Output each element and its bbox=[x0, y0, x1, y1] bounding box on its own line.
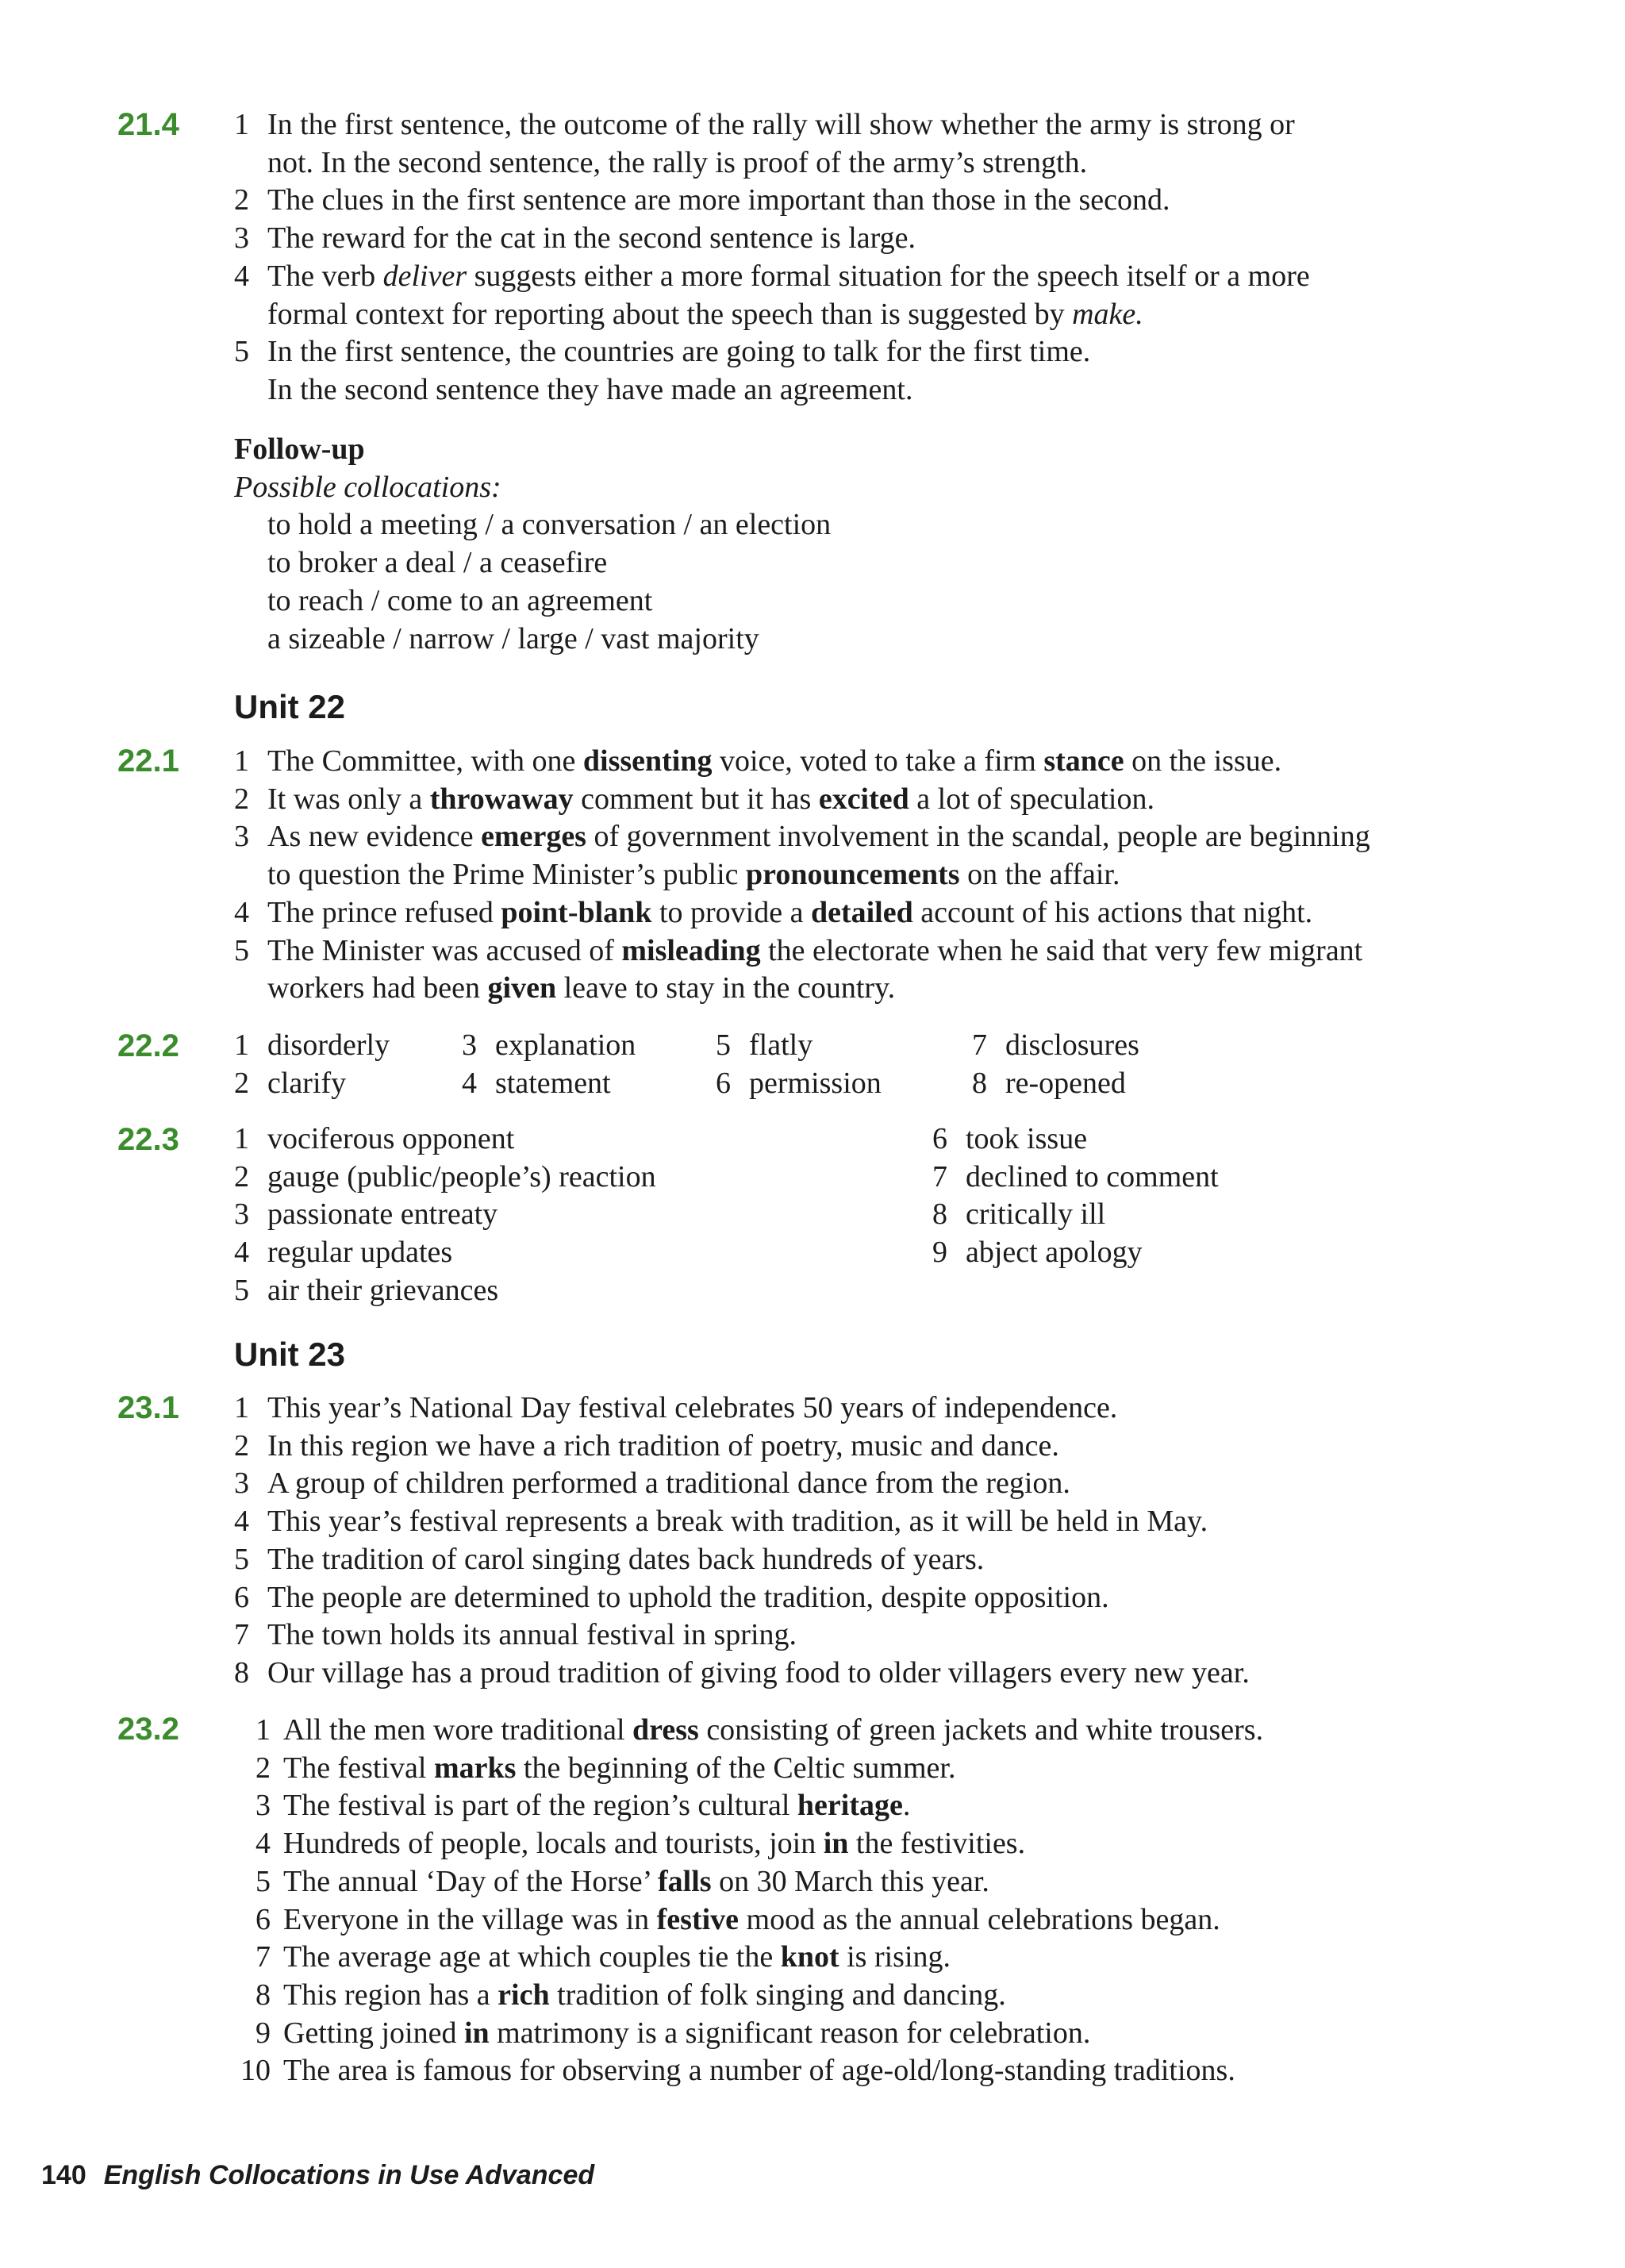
item-number: 3 bbox=[255, 1789, 271, 1823]
item-text: The average age at which couples tie the knot is rising. bbox=[283, 1940, 951, 1974]
answer-line bbox=[234, 932, 1569, 971]
item-text: declined to comment bbox=[966, 1159, 1219, 1194]
answer-item bbox=[234, 1027, 462, 1065]
exercise-number-23-2: 23.2 bbox=[117, 1712, 179, 1747]
item-text: The Minister was accused of misleading the electorate when he said that very few migrant bbox=[267, 933, 1363, 967]
item-number: 2 bbox=[234, 1066, 249, 1100]
answer-line bbox=[234, 220, 1569, 258]
item-number: 1 bbox=[234, 744, 249, 778]
item-text: clarify bbox=[267, 1066, 347, 1100]
item-text: The clues in the first sentence are more important than those in the second. bbox=[267, 183, 1170, 217]
item-text: The festival is part of the region’s cultural heritage. bbox=[283, 1789, 911, 1823]
item-number: 2 bbox=[234, 782, 249, 816]
answer-item bbox=[234, 1977, 1569, 2015]
exercise-number-21-4: 21.4 bbox=[117, 107, 179, 142]
item-number: 1 bbox=[234, 1391, 249, 1424]
exercise-22-3-right-column bbox=[932, 1121, 1408, 1310]
item-text: In the first sentence, the countries are going to talk for the first time. bbox=[267, 335, 1091, 369]
item-number: 3 bbox=[462, 1028, 477, 1062]
answer-item bbox=[234, 1065, 462, 1103]
answer-item bbox=[234, 1196, 932, 1234]
unit-22-heading: Unit 22 bbox=[234, 688, 346, 725]
item-text: The prince refused point-blank to provide a detailed account of his actions that night. bbox=[267, 895, 1313, 929]
answer-item bbox=[234, 932, 1569, 1008]
answer-item bbox=[932, 1121, 1408, 1159]
answer-item bbox=[234, 1234, 932, 1272]
item-text: In this region we have a rich tradition of poetry, music and dance. bbox=[267, 1428, 1059, 1463]
item-number: 6 bbox=[234, 1580, 249, 1614]
answer-item bbox=[234, 182, 1569, 220]
exercise-23-1-answers bbox=[234, 1390, 1569, 1693]
answer-item bbox=[234, 1901, 1569, 1939]
answer-item bbox=[234, 2052, 1569, 2090]
item-number: 4 bbox=[234, 895, 249, 929]
answer-item bbox=[932, 1234, 1408, 1272]
item-text: abject apology bbox=[966, 1236, 1143, 1270]
answer-item bbox=[234, 106, 1569, 182]
answer-item bbox=[716, 1027, 972, 1065]
item-text: The tradition of carol singing dates back hundreds of years. bbox=[267, 1542, 985, 1576]
answer-item bbox=[234, 781, 1569, 819]
answer-item bbox=[234, 258, 1569, 333]
item-text: The annual ‘Day of the Horse’ falls on 30 March this year. bbox=[283, 1864, 989, 1898]
answer-item bbox=[234, 1863, 1569, 1901]
answer-item bbox=[234, 220, 1569, 258]
collocation-item: a sizeable / narrow / large / vast majority bbox=[267, 621, 759, 655]
answer-item bbox=[234, 1503, 1569, 1541]
item-number: 5 bbox=[234, 1542, 249, 1576]
answer-item bbox=[234, 1579, 1569, 1617]
item-number: 7 bbox=[234, 1618, 249, 1652]
exercise-22-1-answers bbox=[234, 743, 1569, 1008]
follow-up-subtitle: Possible collocations: bbox=[234, 470, 501, 504]
follow-up-title: Follow-up bbox=[234, 432, 365, 466]
item-text: All the men wore traditional dress consisting of green jackets and white trousers. bbox=[283, 1713, 1264, 1747]
answer-item bbox=[234, 1825, 1569, 1863]
item-number: 6 bbox=[716, 1066, 731, 1100]
item-text: The Committee, with one dissenting voice, voted to take a firm stance on the issue. bbox=[267, 744, 1282, 778]
answer-item bbox=[462, 1065, 716, 1103]
exercise-22-3-answers bbox=[234, 1121, 1569, 1310]
answer-item bbox=[234, 1939, 1569, 1977]
item-text-continued: formal context for reporting about the speech than is suggested by make. bbox=[267, 297, 1143, 331]
item-text: air their grievances bbox=[267, 1273, 499, 1307]
item-text: The people are determined to uphold the tradition, despite opposition. bbox=[267, 1580, 1109, 1614]
answer-line bbox=[234, 818, 1569, 856]
item-text: Everyone in the village was in festive mood as the annual celebrations began. bbox=[283, 1902, 1220, 1936]
exercise-number-22-3: 22.3 bbox=[117, 1122, 179, 1157]
item-text-continued: In the second sentence they have made an agreement. bbox=[267, 372, 913, 406]
answer-item bbox=[932, 1159, 1408, 1197]
item-number: 4 bbox=[234, 1236, 249, 1270]
item-number: 5 bbox=[716, 1028, 731, 1062]
exercise-number-23-1: 23.1 bbox=[117, 1390, 179, 1425]
exercise-21-4-answers bbox=[234, 106, 1569, 409]
item-text: disclosures bbox=[1005, 1028, 1139, 1062]
item-number: 8 bbox=[972, 1066, 987, 1100]
answer-item bbox=[234, 2015, 1569, 2053]
answer-line bbox=[234, 258, 1569, 296]
item-text: This region has a rich tradition of folk singing and dancing. bbox=[283, 1978, 1006, 2012]
answer-line bbox=[234, 106, 1569, 144]
exercise-22-2-answers bbox=[234, 1027, 1569, 1102]
exercise-23-2-answers bbox=[234, 1712, 1569, 2090]
item-number: 2 bbox=[234, 1159, 249, 1194]
item-text: critically ill bbox=[966, 1197, 1106, 1232]
answer-item bbox=[972, 1027, 1210, 1065]
answer-item bbox=[234, 333, 1569, 409]
item-number: 5 bbox=[234, 335, 249, 369]
item-number: 3 bbox=[234, 1467, 249, 1501]
answer-line bbox=[234, 182, 1569, 220]
item-number: 8 bbox=[932, 1197, 947, 1232]
item-text: A group of children performed a traditional dance from the region. bbox=[267, 1467, 1070, 1501]
answer-item bbox=[234, 1655, 1569, 1693]
item-number: 3 bbox=[234, 820, 249, 854]
item-text: explanation bbox=[495, 1028, 636, 1062]
item-number: 1 bbox=[234, 108, 249, 141]
unit-23-heading: Unit 23 bbox=[234, 1336, 346, 1373]
item-number: 7 bbox=[972, 1028, 987, 1062]
answer-item bbox=[234, 1159, 932, 1197]
answer-item bbox=[234, 1616, 1569, 1655]
answer-item bbox=[234, 894, 1569, 932]
answer-item bbox=[972, 1065, 1210, 1103]
item-number: 9 bbox=[932, 1236, 947, 1270]
book-title: English Collocations in Use Advanced bbox=[103, 2160, 595, 2190]
collocation-item: to reach / come to an agreement bbox=[267, 583, 653, 617]
item-text: passionate entreaty bbox=[267, 1197, 498, 1232]
item-text: took issue bbox=[966, 1122, 1088, 1155]
item-text: It was only a throwaway comment but it has excited a lot of speculation. bbox=[267, 782, 1154, 816]
item-number: 5 bbox=[234, 1273, 249, 1307]
answer-item bbox=[234, 743, 1569, 781]
item-text: This year’s National Day festival celebrates 50 years of independence. bbox=[267, 1391, 1118, 1424]
answer-item bbox=[234, 1465, 1569, 1503]
item-number: 8 bbox=[234, 1655, 249, 1689]
item-number: 8 bbox=[255, 1978, 271, 2012]
answer-item bbox=[716, 1065, 972, 1103]
answer-item bbox=[932, 1196, 1408, 1234]
answer-line bbox=[234, 333, 1569, 371]
answer-item bbox=[234, 818, 1569, 894]
item-text-continued: not. In the second sentence, the rally is proof of the army’s strength. bbox=[267, 145, 1088, 179]
page-number: 140 bbox=[41, 2160, 86, 2190]
item-number: 5 bbox=[255, 1864, 271, 1898]
item-number: 4 bbox=[234, 1505, 249, 1539]
item-number: 4 bbox=[234, 259, 249, 293]
item-number: 3 bbox=[234, 1197, 249, 1232]
item-number: 5 bbox=[234, 933, 249, 967]
answer-line bbox=[234, 781, 1569, 819]
collocation-item: to broker a deal / a ceasefire bbox=[267, 546, 608, 580]
answer-item bbox=[234, 1541, 1569, 1579]
item-text: permission bbox=[749, 1066, 882, 1100]
exercise-number-22-2: 22.2 bbox=[117, 1028, 179, 1063]
item-text: flatly bbox=[749, 1028, 813, 1062]
follow-up-section bbox=[234, 431, 1569, 658]
answer-item bbox=[234, 1712, 1569, 1750]
follow-up-list bbox=[234, 506, 1569, 658]
answer-item bbox=[234, 1787, 1569, 1825]
answer-item bbox=[234, 1428, 1569, 1466]
item-number: 4 bbox=[255, 1827, 271, 1861]
collocation-item: to hold a meeting / a conversation / an election bbox=[267, 508, 832, 542]
item-text-continued: to question the Prime Minister’s public pronouncements on the affair. bbox=[267, 858, 1120, 892]
item-number: 1 bbox=[255, 1713, 271, 1747]
item-number: 6 bbox=[255, 1902, 271, 1936]
item-number: 10 bbox=[240, 2054, 271, 2088]
item-number: 3 bbox=[234, 221, 249, 256]
answer-line bbox=[234, 894, 1569, 932]
item-text: Getting joined in matrimony is a significant reason for celebration. bbox=[283, 2016, 1091, 2050]
item-text: statement bbox=[495, 1066, 611, 1100]
item-text: This year’s festival represents a break with tradition, as it will be held in May. bbox=[267, 1505, 1208, 1539]
item-text: The area is famous for observing a number of age-old/long-standing traditions. bbox=[283, 2054, 1235, 2088]
item-text: disorderly bbox=[267, 1028, 390, 1062]
item-text: The reward for the cat in the second sentence is large. bbox=[267, 221, 916, 256]
answer-item bbox=[234, 1121, 932, 1159]
item-number: 7 bbox=[255, 1940, 271, 1974]
item-text-continued: workers had been given leave to stay in the country. bbox=[267, 971, 896, 1005]
item-number: 2 bbox=[234, 183, 249, 217]
exercise-22-3-left-column bbox=[234, 1121, 932, 1310]
answer-item bbox=[234, 1750, 1569, 1788]
answer-item bbox=[234, 1390, 1569, 1428]
answer-item bbox=[462, 1027, 716, 1065]
item-text: vociferous opponent bbox=[267, 1122, 515, 1155]
item-number: 1 bbox=[234, 1028, 249, 1062]
item-number: 7 bbox=[932, 1159, 947, 1194]
item-text: The verb deliver suggests either a more formal situation for the speech itself or a more bbox=[267, 259, 1310, 293]
item-number: 1 bbox=[234, 1122, 249, 1155]
item-text: regular updates bbox=[267, 1236, 453, 1270]
item-text: gauge (public/people’s) reaction bbox=[267, 1159, 656, 1194]
page-footer bbox=[41, 2158, 594, 2193]
item-text: Hundreds of people, locals and tourists, join in the festivities. bbox=[283, 1827, 1026, 1861]
item-number: 6 bbox=[932, 1122, 947, 1155]
answer-line bbox=[234, 743, 1569, 781]
item-text: In the first sentence, the outcome of the rally will show whether the army is strong or bbox=[267, 108, 1295, 141]
item-number: 2 bbox=[234, 1428, 249, 1463]
exercise-number-22-1: 22.1 bbox=[117, 744, 179, 778]
item-number: 2 bbox=[255, 1751, 271, 1785]
item-text: The festival marks the beginning of the Celtic summer. bbox=[283, 1751, 956, 1785]
item-text: As new evidence emerges of government involvement in the scandal, people are beginning bbox=[267, 820, 1370, 854]
answer-item bbox=[234, 1272, 932, 1310]
item-text: Our village has a proud tradition of giving food to older villagers every new year. bbox=[267, 1655, 1250, 1689]
item-text: re-opened bbox=[1005, 1066, 1126, 1100]
item-text: The town holds its annual festival in spring. bbox=[267, 1618, 797, 1652]
item-number: 4 bbox=[462, 1066, 477, 1100]
item-number: 9 bbox=[255, 2016, 271, 2050]
